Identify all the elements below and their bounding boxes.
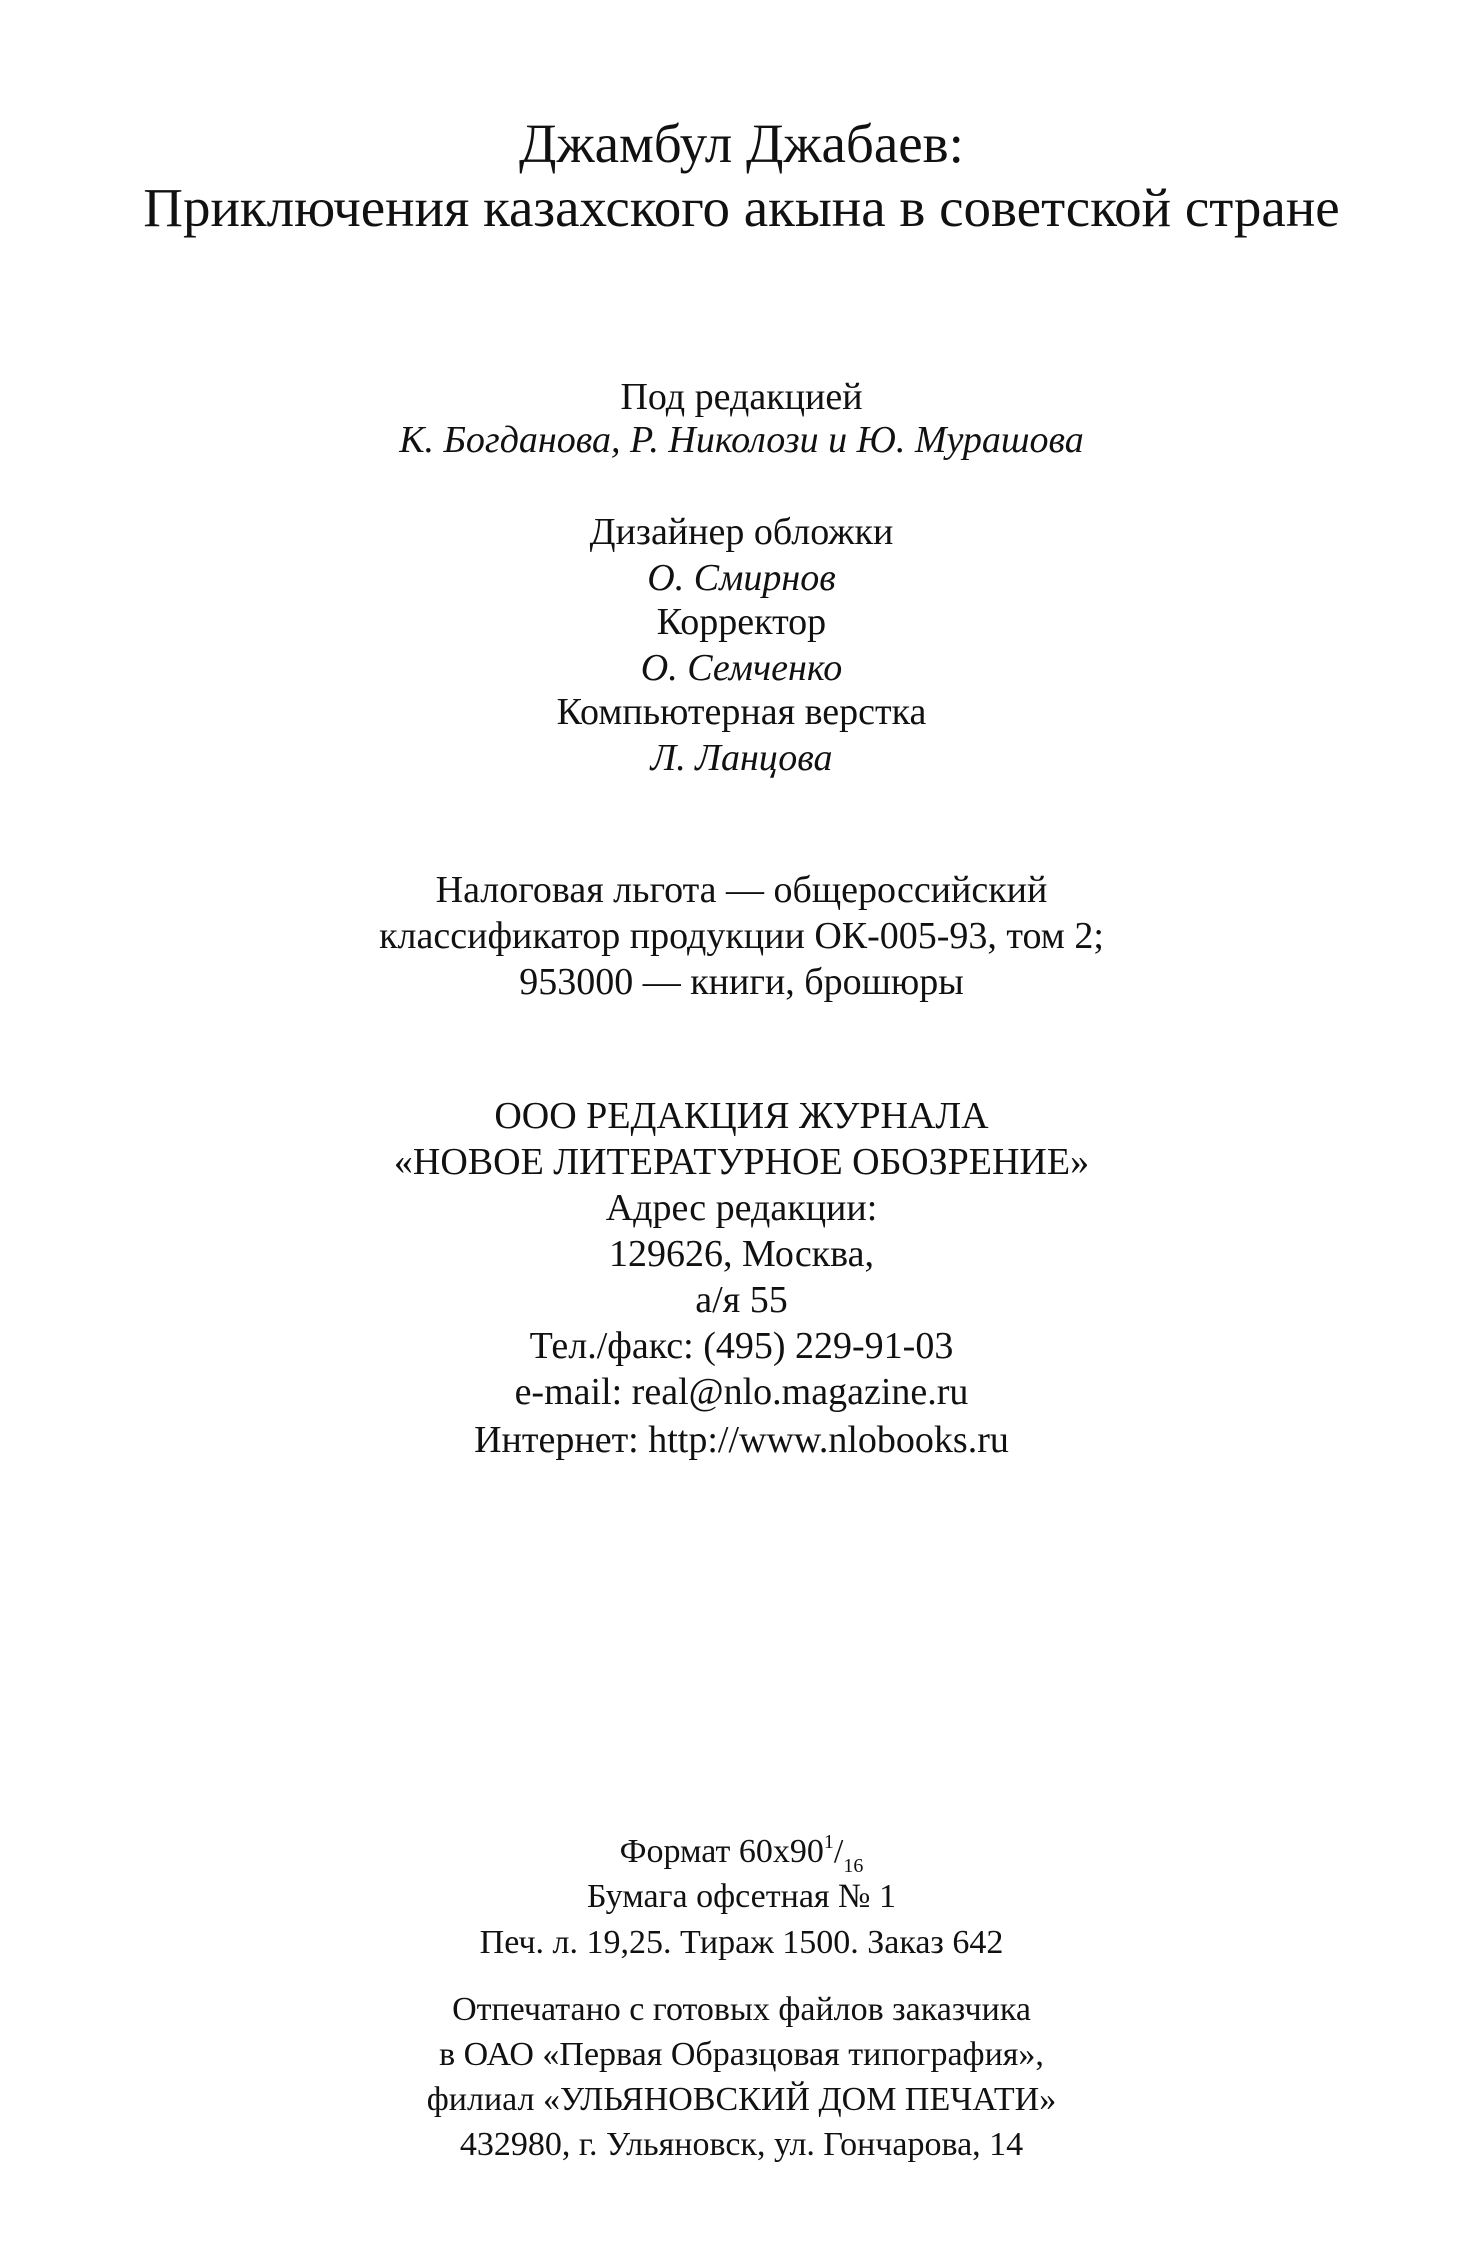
proofreader-name: О. Семченко [640,647,843,689]
format-line [0,1831,1483,1878]
print-info-line: Печ. л. 19,25. Тираж 1500. Заказ 642 [479,1924,1004,1961]
phone-fax: Тел./факс: (495) 229-91-03 [529,1325,954,1367]
layout-role: Компьютерная верстка [556,691,927,733]
printer-line-4: 432980, г. Ульяновск, ул. Гончарова, 14 [459,2126,1024,2163]
publisher-line-1: ООО РЕДАКЦИЯ ЖУРНАЛА [494,1095,989,1137]
paper-line: Бумага офсетная № 1 [587,1878,896,1915]
format-prefix: Формат 60x90 [619,1833,824,1870]
book-title-line-2: Приключения казахского акына в советской стране [143,177,1340,238]
book-title-line-1: Джамбул Джабаев: [519,113,964,174]
proofreader-role: Корректор [656,601,827,643]
cover-designer-role: Дизайнер обложки [589,511,894,553]
format-subscript: 16 [843,1855,864,1877]
address-label: Адрес редакции: [605,1187,878,1229]
printer-line-2: в ОАО «Первая Образцовая типография», [439,2036,1044,2073]
tax-line-3: 953000 — книги, брошюры [519,961,964,1003]
format-slash: / [833,1833,844,1870]
cover-designer-name: О. Смирнов [647,557,836,599]
tax-line-1: Налоговая льгота — общероссийский [435,869,1048,911]
printer-line-1: Отпечатано с готовых файлов заказчика [452,1991,1031,2028]
email: e-mail: real@nlo.magazine.ru [514,1371,969,1413]
address-city: 129626, Москва, [609,1233,874,1275]
printer-line-3: филиал «УЛЬЯНОВСКИЙ ДОМ ПЕЧАТИ» [426,2081,1057,2118]
editors-heading: Под редакцией [620,376,863,418]
tax-line-2: классификатор продукции ОК-005-93, том 2; [379,915,1104,957]
address-po-box: а/я 55 [695,1279,788,1321]
layout-name: Л. Ланцова [650,737,833,779]
website: Интернет: http://www.nlobooks.ru [474,1419,1009,1461]
editors-names: К. Богданова, Р. Николози и Ю. Мурашова [399,419,1084,461]
format-superscript: 1 [823,1831,834,1853]
publisher-line-2: «НОВОЕ ЛИТЕРАТУРНОЕ ОБОЗРЕНИЕ» [393,1141,1090,1183]
